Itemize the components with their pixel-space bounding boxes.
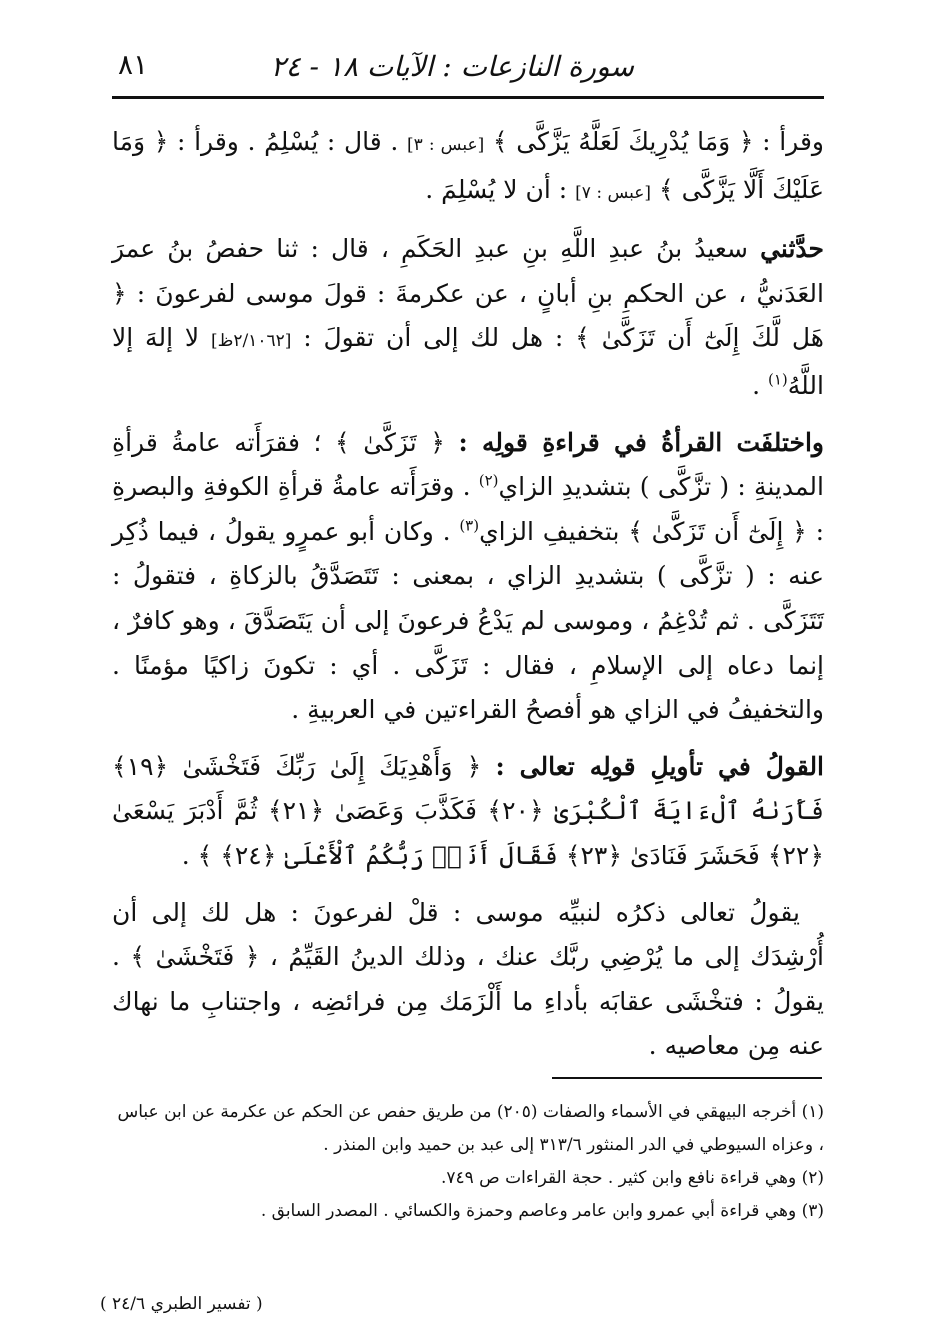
paragraph-lead: حدَّثني [760,234,824,264]
paragraph-text: ﴿ تَزَكَّىٰ ﴾ ؛ فقرَأَته عامةُ قرأةِ المدينةِ : ( تزَّكَّى ) بتشديدِ الزاي [112,427,824,502]
paragraph-2 [112,227,824,408]
footnote-separator [552,1077,822,1079]
quran-quote: وقرأ : ﴿ وَمَا يُدْرِيكَ لَعَلَّهُ يَزَّكَّى ﴾ [492,127,825,156]
main-text [112,120,824,1081]
quran-quote: ﴿ وَأَهْدِيَكَ إِلَىٰ رَبِّكَ فَتَخْشَىٰ ﴿١٩﴾ فَأَرَىٰهُ ٱلْءَايَةَ ٱلْكُبْرَىٰ ﴿٢٠﴾ فَكَذَّبَ وَعَصَىٰ ﴿٢١﴾ ثُمَّ أَدْبَرَ يَسْعَىٰ ﴿٢٢﴾ فَحَشَرَ فَنَادَىٰ ﴿٢٣﴾ فَقَالَ أَنَا۠ رَبُّكُمُ ٱلْأَعْلَىٰ ﴿٢٤﴾ ﴾ . [112,751,825,870]
paragraph-text: . وقرَأَته عامةُ قرأةِ الكوفةِ والبصرةِ : ﴿ إِلَىٰٓ أَن تَزَكَّىٰ ﴾ بتخفيفِ الزاي [112,472,825,546]
section-heading: القولُ في تأويلِ قولِه تعالى : [495,751,825,781]
footnote-marker: (٢) [478,471,499,490]
paragraph-text: يقولُ تعالى ذكرُه لنبيِّه موسى : قلْ لفرعونَ : هل لك إلى أن أُرْشِدَك إلى ما يُرْضِي ربَّك عنك ، وذلك الدينُ القَيِّمُ ، ﴿ فَتَخْشَىٰ ﴾ . يقولُ : فتخْشَى عقابَه بأداءِ ما أَلْزَمَك مِن فرائضِه ، واجتنابِ ما نهاك عنه مِن معاصيه . [112,897,824,1061]
paragraph-text: . قال : يُسْلِمُ . وقرأ : ﴿ وَمَا عَلَيْكَ أَلَّا يَزَّكَّى ﴾ [112,127,824,204]
paragraph-3 [112,421,824,733]
page-header [112,40,824,96]
page-footer: ( تفسير الطبري ٢٤/٦ ) [100,1294,263,1314]
footnote-marker: (١) [767,370,788,389]
footnotes [112,1096,824,1228]
manuscript-reference: [٢/١٠٦٢ظ] [210,331,292,352]
surah-reference: [عبس : ٣] [406,135,485,155]
page-number: ٨١ [118,48,149,81]
paragraph-text: . وكان أبو عمرٍو يقولُ ، فيما ذُكِر عنه : ( تزَّكَّى ) بتشديدِ الزاي ، بمعنى : تَتَصَدَّقُ بالزكاةِ ، فتقولُ : تَتَزَكَّى . ثم تُدْغِمُ ، وموسى لم يَدْعُ فرعونَ إلى أن يَتَصَدَّقَ ، وهو كافرٌ ، إنما دعاه إلى الإسلامِ ، فقال : تَزَكَّى . أي : تكونَ زاكيًا مؤمنًا . والتخفيفُ في الزاي هو أفصحُ القراءتين في العربيةِ . [112,516,824,725]
header-rule [112,96,824,99]
paragraph-1 [112,120,824,215]
paragraph-lead: واختلفَت القرأةُ في قراءةِ قولِه : [458,427,824,457]
paragraph-5 [112,891,824,1069]
paragraph-text: سعيدُ بنُ عبدِ اللَّهِ بنِ عبدِ الحَكَمِ ، قال : ثنا حفصُ بنُ عمرَ العَدَنيُّ ، عن الحكمِ بنِ أبانٍ ، عن عكرمةَ : قولَ موسى لفرعونَ : ﴿ هَل لَّكَ إِلَىٰٓ أَن تَزَكَّىٰ ﴾ : هل لك إلى أن تقولَ : [112,234,824,353]
surah-reference: [عبس : ٧] [575,182,652,203]
paragraph-text: . [752,370,761,400]
footnote-3: (٣) وهي قراءة أبي عمرو وابن عامر وعاصم وحمزة والكسائي . المصدر السابق . [260,1201,824,1221]
paragraph-text: : أن لا يُسْلِمَ . [425,174,568,204]
footnote-2: (٢) وهي قراءة نافع وابن كثير . حجة القراءات ص ٧٤٩. [440,1168,824,1188]
running-title: سورة النازعات : الآيات ١٨ - ٢٤ [270,50,634,83]
paragraph-4 [112,745,824,879]
footnote-1: (١) أخرجه البيهقي في الأسماء والصفات (٢٠٥) من طريق حفص عن الحكم عن عكرمة عن ابن عباس ، وعزاه السيوطي في الدر المنثور ٣١٣/٦ إلى عبد بن حميد وابن المنذر . [117,1102,824,1155]
footnote-marker: (٣) [459,516,480,535]
paragraph-text: لا إلهَ إلا اللَّهُ [112,323,824,400]
